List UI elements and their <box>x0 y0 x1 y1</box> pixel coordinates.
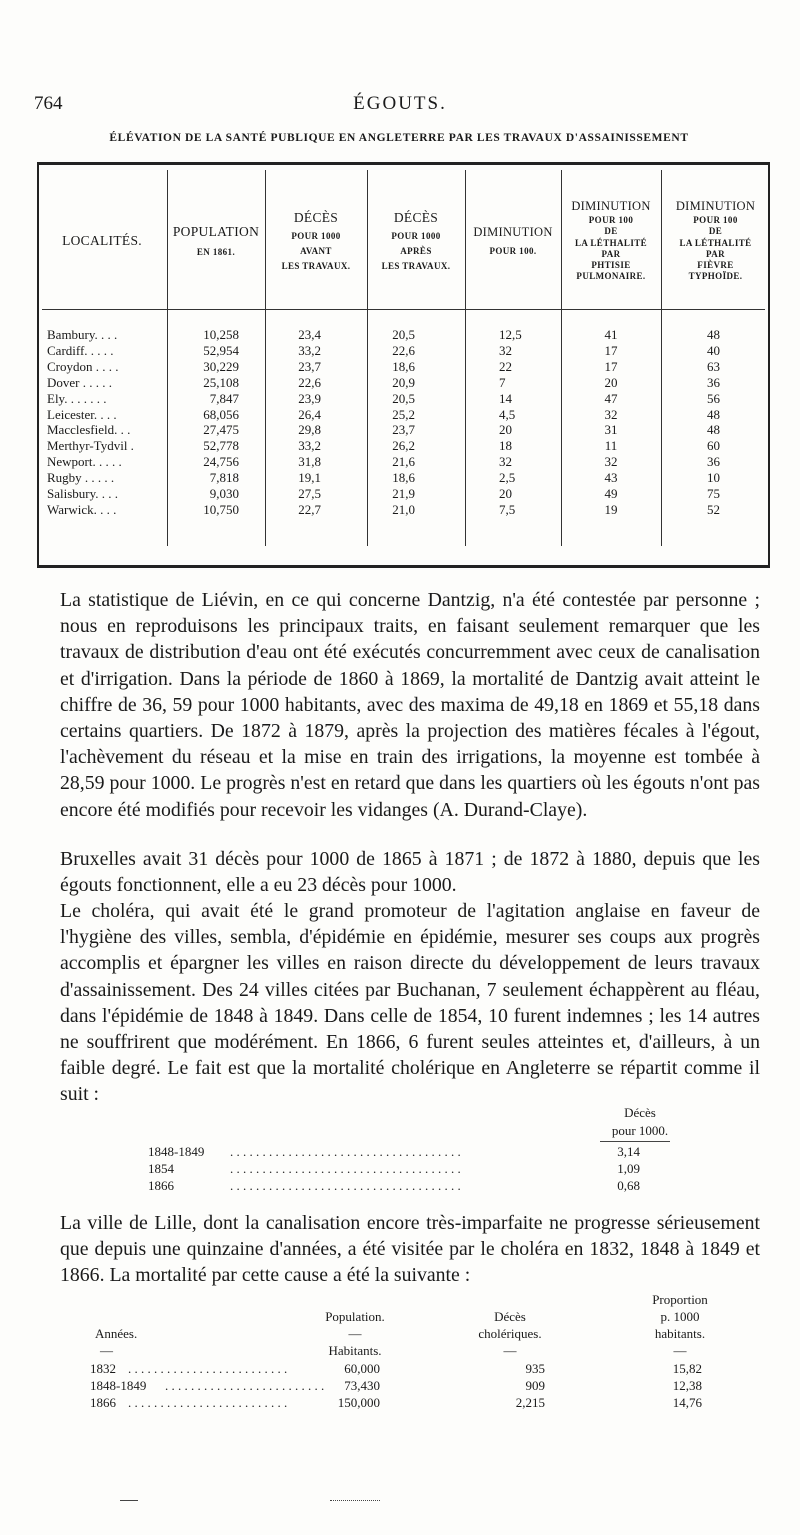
table-cell: 23,7 <box>298 358 321 374</box>
table-cell: 25,2 <box>392 406 415 422</box>
table-cell: 26,4 <box>298 406 321 422</box>
table-cell: 36 <box>707 374 720 390</box>
table-cell: 11 <box>604 438 618 454</box>
header-text: APRÈS <box>400 245 432 256</box>
header-text: LES TRAVAUX. <box>381 261 451 272</box>
header-dim-phtisie <box>561 176 661 306</box>
table-cell: 20,9 <box>392 374 415 390</box>
footer-mark <box>120 1500 138 1501</box>
lille-header-deces <box>460 1308 560 1359</box>
table-cell: 33,2 <box>298 342 321 358</box>
year-label: 1866 <box>90 1395 116 1410</box>
table-cell: 4,5 <box>499 406 516 422</box>
table-cell: 21,9 <box>392 486 415 501</box>
paragraph: La statistique de Liévin, en ce qui concerne Dantzig, n'a été contestée par personne ; nous en reproduisons les principaux traits, en faisant seulement remarquer que les travaux de distribution d'eau ont été exécutés concurremment avec ceux de canalisation et d'irrigation. Dans la période de 1860 à 1869, la mortalité de Dantzig avait atteint le chiffre de 36, 59 pour 1000 habitants, avec des maxima de 49,18 en 1869 et 55,18 dans certains quartiers. De 1872 à 1879, après la projection des matières fécales à l'égout, l'achèvement du réseau et la mise en train des irrigations, la moyenne est tombée à 28,59 pour 1000. Le progrès n'est en retard que dans les quartiers où les égouts n'ont pas encore été modifiés pour recevoir les vidanges (A. Durand-Claye). <box>60 589 760 821</box>
header-dash: — <box>348 1326 362 1341</box>
header-rule <box>42 309 765 310</box>
header-text: TYPHOÏDE. <box>688 271 743 282</box>
period-label: 1866 <box>148 1178 174 1193</box>
header-text: DÉCÈS <box>393 209 439 225</box>
header-text: Décès <box>494 1309 526 1324</box>
table-cell: 22,7 <box>298 501 321 517</box>
table-cell: 21,6 <box>392 454 415 470</box>
table-cell: 49 <box>604 486 618 501</box>
header-text: DIMINUTION <box>571 199 651 214</box>
header-dash: — <box>673 1343 687 1358</box>
locality-cell: Salisbury. . . . <box>47 486 119 501</box>
table-cell: 41 <box>604 327 618 342</box>
table-cell: 36 <box>707 454 720 470</box>
locality-cell: Cardiff. . . . . <box>47 342 114 358</box>
header-text: Population. <box>325 1309 385 1324</box>
table-cell: 18,6 <box>392 358 415 374</box>
table-cell: 40 <box>707 342 720 358</box>
table-cell: 20 <box>499 422 512 438</box>
paragraph: La ville de Lille, dont la canalisation encore très-imparfaite ne progresse sérieusement que depuis une quinzaine d'années, a été visitée par le choléra en 1832, 1848 à 1849 et 1866. La mortalité par cette cause a été la suivante : <box>60 1212 760 1287</box>
header-dash: — <box>503 1343 517 1358</box>
table-cell: 60,000 <box>344 1361 380 1376</box>
table-cell: 18,6 <box>392 470 415 486</box>
table-cell: 20 <box>604 374 618 390</box>
table-cell: 150,000 <box>337 1395 380 1410</box>
header-text: EN 1861. <box>196 246 236 257</box>
header-diminution <box>465 176 561 306</box>
header-text: PHTISIE <box>591 260 631 271</box>
paragraph: Le choléra, qui avait été le grand promoteur de l'agitation anglaise en faveur de l'hygiène des villes, sembla, d'épidémie en épidémie, mesurer ses coups aux progrès accomplis et épargner les villes en raison directe du développement de leurs travaux d'assainissement. Des 24 villes citées par Buchanan, 7 seulement échappèrent au fléau, dans l'épidémie de 1848 à 1849. Dans celle de 1854, 10 furent indemnes ; les 14 autres ne souffrirent que modérément. En 1866, 6 furent seules atteintes et, d'ailleurs, à un faible degré. Le fait est que la mortalité cholérique en Angleterre se répartit comme il suit : <box>60 900 760 1106</box>
lille-header-population <box>310 1308 400 1359</box>
table-cell: 14 <box>499 390 512 406</box>
table-cell: 23,9 <box>298 390 321 406</box>
table-cell: 29,8 <box>298 422 321 438</box>
header-text: POUR 1000 <box>291 230 341 241</box>
table-cell: 22 <box>499 358 512 374</box>
table-cell: 47 <box>604 390 618 406</box>
table-cell: 10,750 <box>203 501 239 517</box>
header-text: cholériques. <box>478 1326 542 1341</box>
locality-cell: Rugby . . . . . <box>47 470 115 486</box>
locality-cell: Ely. . . . . . . <box>47 390 107 406</box>
header-text: LA LÉTHALITÉ <box>679 237 752 248</box>
table-cell: 2,215 <box>515 1395 545 1410</box>
table-cell: 48 <box>707 406 720 422</box>
table-cell: 26,2 <box>392 438 415 454</box>
table-cell: 14,76 <box>672 1395 702 1410</box>
header-text: POUR 100 <box>588 215 634 226</box>
table-cell: 20,5 <box>392 390 415 406</box>
header-dash: — <box>100 1343 113 1358</box>
table-cell: 17 <box>604 342 618 358</box>
header-text: POUR 100 <box>693 215 738 226</box>
table-cell: 60 <box>707 438 720 454</box>
header-text: DIMINUTION <box>675 199 756 214</box>
header-text: DE <box>604 226 618 237</box>
table-cell: 32 <box>499 454 512 470</box>
locality-cell: Croydon . . . . <box>47 358 119 374</box>
table-cell: 31 <box>604 422 618 438</box>
table-cell: 20,5 <box>392 327 415 342</box>
table-cell: 17 <box>604 358 618 374</box>
header-text: PULMONAIRE. <box>576 271 646 282</box>
table-cell: 52 <box>707 501 720 517</box>
table-cell: 15,82 <box>672 1361 702 1376</box>
running-head: ÉGOUTS. <box>353 93 447 114</box>
header-text: Habitants. <box>328 1343 382 1358</box>
table-cell: 935 <box>525 1361 545 1376</box>
header-text: LA LÉTHALITÉ <box>574 237 648 248</box>
sanitation-table <box>37 162 770 568</box>
table-cell: 24,756 <box>203 454 239 470</box>
table-cell: 32 <box>604 406 618 422</box>
header-text: Décès <box>624 1105 656 1120</box>
table-cell: 43 <box>604 470 618 486</box>
table-cell: 22,6 <box>392 342 415 358</box>
table-cell: 19 <box>604 501 618 517</box>
dot-leader: . . . . . . . . . . . . . . . . . . . . . . . . . . . . . . . . . . . . <box>230 1161 461 1176</box>
period-label: 1848-1849 <box>148 1144 205 1159</box>
table-cell: 56 <box>707 390 720 406</box>
table-cell: 22,6 <box>298 374 321 390</box>
dot-leader: . . . . . . . . . . . . . . . . . . . . . . . . . <box>128 1395 288 1410</box>
header-text: Proportion <box>652 1292 708 1307</box>
header-deces-apres <box>367 176 465 306</box>
value-cell: 0,68 <box>617 1178 640 1193</box>
table-cell: 25,108 <box>203 374 239 390</box>
table-cell: 7 <box>499 374 506 390</box>
year-label: 1848-1849 <box>90 1378 147 1393</box>
table-cell: 63 <box>707 358 720 374</box>
table-cell: 23,4 <box>298 327 321 342</box>
table-cell: 52,954 <box>203 342 239 358</box>
table-cell: 73,430 <box>344 1378 380 1393</box>
table-cell: 27,475 <box>203 422 239 438</box>
dot-leader: . . . . . . . . . . . . . . . . . . . . . . . . . <box>128 1361 288 1376</box>
table-cell: 12,38 <box>672 1378 702 1393</box>
table-cell: 7,5 <box>499 501 516 517</box>
table-cell: 52,778 <box>203 438 239 454</box>
header-text: POUR 1000 <box>391 230 441 241</box>
table-cell: 12,5 <box>499 327 522 342</box>
england-cholera-header <box>600 1104 680 1140</box>
locality-cell: Leicester. . . . <box>47 406 117 422</box>
header-text: p. 1000 <box>660 1309 700 1324</box>
dot-leader: . . . . . . . . . . . . . . . . . . . . . . . . . . . . . . . . . . . . <box>230 1144 461 1159</box>
value-cell: 3,14 <box>617 1144 640 1159</box>
header-text: DE <box>708 226 723 237</box>
header-text: habitants. <box>654 1326 706 1341</box>
table-cell: 20 <box>499 486 512 501</box>
table-cell: 19,1 <box>298 470 321 486</box>
locality-cell: Merthyr-Tydvil . <box>47 438 134 454</box>
dot-leader: . . . . . . . . . . . . . . . . . . . . . . . . . . . . . . . . . . . . <box>230 1178 461 1193</box>
table-cell: 30,229 <box>203 358 239 374</box>
footer-mark <box>330 1500 380 1501</box>
header-dim-fievre <box>661 176 770 306</box>
header-text: LES TRAVAUX. <box>281 261 351 272</box>
value-cell: 1,09 <box>617 1161 640 1176</box>
table-cell: 2,5 <box>499 470 516 486</box>
table-cell: 32 <box>604 454 618 470</box>
table-cell: 68,056 <box>203 406 239 422</box>
header-text: DIMINUTION <box>473 224 553 239</box>
table-cell: 33,2 <box>298 438 321 454</box>
table-cell: 909 <box>525 1378 545 1393</box>
header-text: PAR <box>705 248 726 259</box>
table-title: ÉLÉVATION DE LA SANTÉ PUBLIQUE EN ANGLETERRE PAR LES TRAVAUX D'ASSAINISSEMENT <box>109 132 689 144</box>
table-cell: 10 <box>707 470 720 486</box>
paragraph: Bruxelles avait 31 décès pour 1000 de 1865 à 1871 ; de 1872 à 1880, depuis que les égouts fonctionnent, elle a eu 23 décès pour 1000. <box>60 848 760 897</box>
page-number: 764 <box>34 93 63 114</box>
table-cell: 48 <box>707 327 720 342</box>
table-cell: 7,847 <box>209 390 239 406</box>
header-localites <box>37 176 167 306</box>
table-cell: 7,818 <box>209 470 239 486</box>
dot-leader: . . . . . . . . . . . . . . . . . . . . . . . . . <box>165 1378 325 1393</box>
table-cell: 32 <box>499 342 512 358</box>
locality-cell: Macclesfield. . . <box>47 422 131 438</box>
table-cell: 27,5 <box>298 486 321 501</box>
table-cell: 23,7 <box>392 422 415 438</box>
lille-header-annees: Années. <box>95 1326 138 1341</box>
header-text: FIÈVRE <box>697 260 734 271</box>
locality-cell: Warwick. . . . <box>47 501 117 517</box>
header-text: AVANT <box>300 245 332 256</box>
header-text: DÉCÈS <box>293 209 339 225</box>
header-deces-avant <box>265 176 367 306</box>
header-text: LOCALITÉS. <box>62 232 142 248</box>
table-cell: 21,0 <box>392 501 415 517</box>
table-cell: 48 <box>707 422 720 438</box>
table-cell: 18 <box>499 438 512 454</box>
header-text: POUR 100. <box>489 246 537 257</box>
locality-cell: Newport. . . . . <box>47 454 122 470</box>
locality-cell: Bambury. . . . <box>47 327 118 342</box>
table-cell: 10,258 <box>203 327 239 342</box>
header-rule <box>600 1141 670 1142</box>
header-text: pour 1000. <box>611 1123 669 1138</box>
header-text: POPULATION <box>172 223 260 239</box>
header-population <box>167 176 265 306</box>
table-cell: 31,8 <box>298 454 321 470</box>
header-text: PAR <box>601 248 621 259</box>
table-cell: 9,030 <box>209 486 239 501</box>
table-cell: 75 <box>707 486 720 501</box>
period-label: 1854 <box>148 1161 174 1176</box>
year-label: 1832 <box>90 1361 116 1376</box>
lille-header-proportion <box>630 1291 730 1359</box>
locality-cell: Dover . . . . . <box>47 374 112 390</box>
